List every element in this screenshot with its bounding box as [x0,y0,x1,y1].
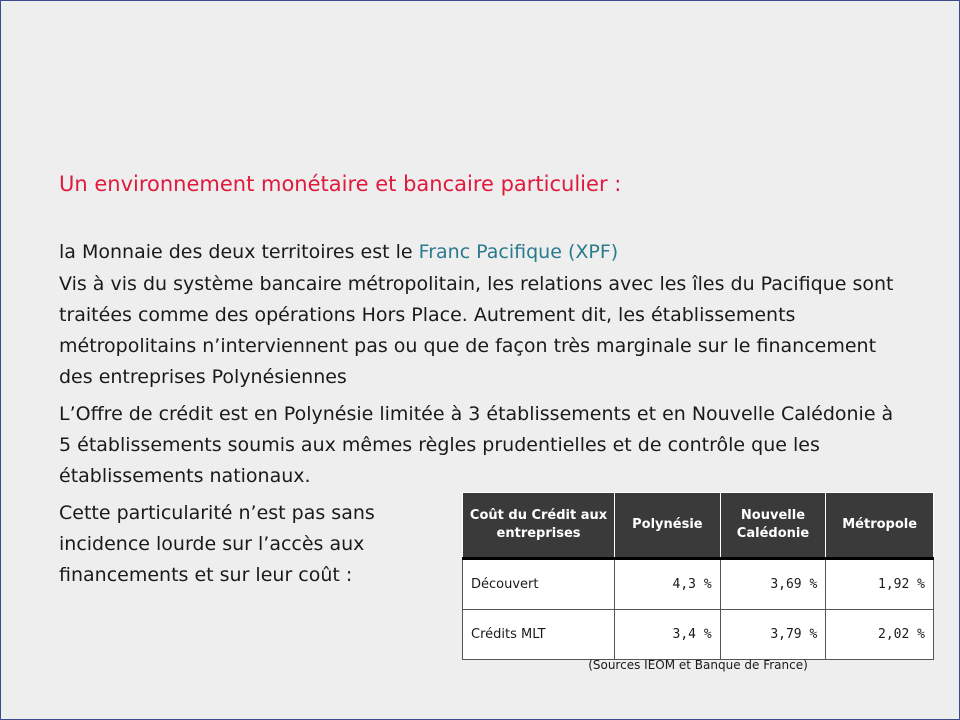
row-label: Découvert [463,559,615,610]
source-note: (Sources IEOM et Banque de France) [588,658,808,672]
table-header: Coût du Crédit aux entreprises [463,493,615,559]
currency-paragraph [59,237,618,268]
table-row [463,559,934,610]
table-cell: 2,02 % [826,610,934,660]
cost-intro-paragraph: Cette particularité n’est pas sans incidence lourde sur l’accès aux financements et sur leur coût : [59,502,375,586]
credit-cost-table-container [462,492,934,660]
table-header-row [463,493,934,559]
table-cell: 1,92 % [826,559,934,610]
slide-title: Un environnement monétaire et bancaire particulier : [59,172,622,196]
table-header: Polynésie [615,493,721,559]
table-header: Métropole [826,493,934,559]
banking-relations-paragraph: Vis à vis du système bancaire métropolitain, les relations avec les îles du Pacifique sont traitées comme des opérations Hors Place. Autrement dit, les établissements métropolitains n’interviennent pas ou que de façon très marginale sur le financement des entreprises Polynésiennes [59,273,894,388]
table-cell: 3,4 % [615,610,721,660]
currency-text: la Monnaie des deux territoires est le [59,241,419,263]
table-cell: 4,3 % [615,559,721,610]
table-cell: 3,69 % [720,559,826,610]
row-label: Crédits MLT [463,610,615,660]
table-row [463,610,934,660]
currency-highlight: Franc Pacifique (XPF) [418,241,619,263]
table-cell: 3,79 % [720,610,826,660]
credit-cost-table [462,492,934,660]
table-header: Nouvelle Calédonie [720,493,826,559]
credit-offer-paragraph: L’Offre de crédit est en Polynésie limitée à 3 établissements et en Nouvelle Calédonie à 5 établissements soumis aux mêmes règles prudentielles et de contrôle que les établissements nationaux. [59,403,894,487]
